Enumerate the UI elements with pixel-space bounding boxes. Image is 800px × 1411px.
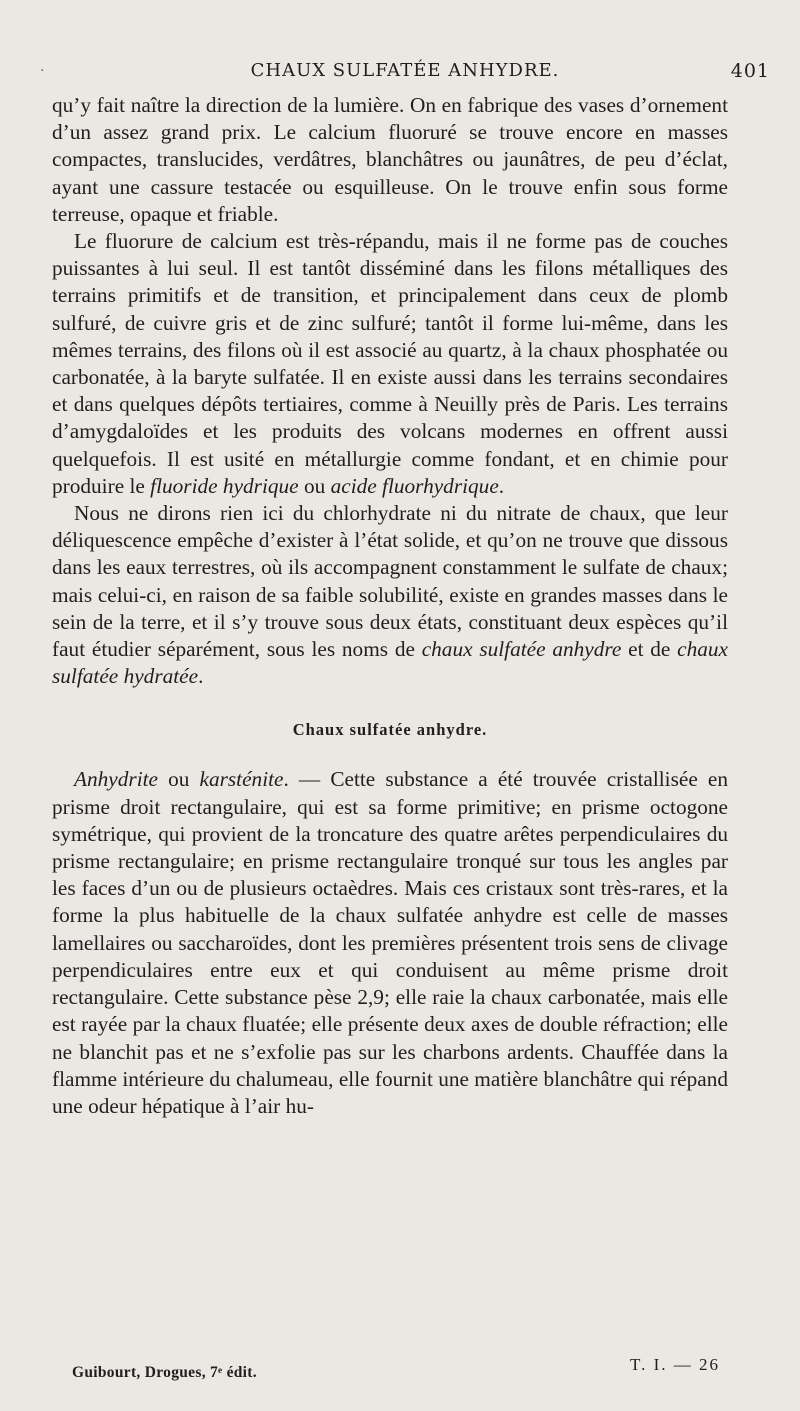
paragraph-2-text: Le fluorure de calcium est très-répandu, mais il ne forme pas de couches puissantes à lui seul. Il est tantôt disséminé dans les filons métalliques des terrains primitifs et de transition, et principalement dans ceux de plomb sulfuré, de cuivre gris et de zinc sulfuré; tantôt il forme lui-même, dans les mêmes terrains, des filons où il est associé au quartz, à la chaux phosphatée ou carbonatée, à la baryte sulfatée. Il en existe aussi dans les terrains secondaires et dans quelques dépôts tertiaires, comme à Neuilly près de Paris. Les terrains d’amygdaloïdes et les produits des volcans modernes en offrent aussi quelquefois. Il est usité en métallurgie comme fondant, et en chimie pour produire le: [52, 229, 728, 498]
paragraph-4-italic-1: Anhydrite: [74, 767, 158, 792]
paragraph-4-italic-2: karsténite: [199, 767, 284, 792]
paragraph-4-text-2: . — Cette substance a été trouvée cristallisée en prisme droit rectangulaire, qui est sa forme primitive; en prisme octogone symétrique, qui provient de la troncature des quatre arêtes perpendiculaires du prisme rectangulaire; en prisme rectangulaire tronqué sur tous les angles par les faces d’un ou de plusieurs octaèdres. Mais ces cristaux sont très-rares, et la forme la plus habituelle de la chaux sulfatée anhydre est celle de masses lamellaires ou saccharoïdes, dont les premières présentent trois sens de clivage perpendiculaires entre eux et qui conduisent au même prisme droit rectangulaire. Cette substance pèse 2,9; elle raie la chaux carbonatée, mais elle est rayée par la chaux fluatée; elle présente deux axes de double réfraction; elle ne blanchit pas et ne s’exfolie pas sur les charbons ardents. Chauffée dans la flamme intérieure du chalumeau, elle fournit une matière blanchâtre qui répand une odeur hépatique à l’air hu-: [52, 767, 728, 1118]
paragraph-4-text: ou: [157, 767, 200, 792]
running-title: CHAUX SULFATÉE ANHYDRE.: [250, 60, 560, 81]
paragraph-3-text-3: .: [198, 664, 204, 689]
header-mark: ·: [40, 63, 46, 79]
paragraph-3-text: Nous ne dirons rien ici du chlorhydrate ni du nitrate de chaux, que leur déliquescence empêche d’exister à l’état solide, et qu’on ne trouve que dissous dans les eaux terrestres, où ils accompagnent constamment le sulfate de chaux; mais celui-ci, en raison de sa faible solubilité, existe en grandes masses dans le sein de la terre, et il s’y trouve sous deux états, constituant deux espèces qu’il faut étudier séparément, sous les noms de: [52, 501, 728, 662]
paragraph-4: [52, 766, 728, 1120]
paragraph-3: [52, 500, 728, 690]
paragraph-3-text-2: et de: [621, 637, 678, 662]
footer-volume: T. I. — 26: [629, 1355, 720, 1374]
paragraph-2-italic-2: acide fluorhydrique: [330, 473, 499, 498]
page-number: 401: [730, 60, 770, 82]
section-heading: Chaux sulfatée anhydre.: [292, 720, 488, 740]
paragraph-2-italic-1: fluoride hydrique: [150, 473, 299, 498]
paragraph-1: qu’y fait naître la direction de la lumière. On en fabrique des vases d’ornement d’un assez grand prix. Le calcium fluoruré se trouve encore en masses compactes, translucides, verdâtres, blanchâtres ou jaunâtres, de peu d’éclat, ayant une cassure testacée ou esquilleuse. On le trouve enfin sous forme terreuse, opaque et friable.: [52, 93, 728, 226]
paragraph-2-text-3: .: [498, 473, 505, 498]
footer-signature: Guibourt, Drogues, 7ᵉ édit.: [72, 1364, 257, 1381]
paragraph-3-italic-1: chaux sulfatée anhydre: [421, 637, 622, 662]
paragraph-3-italic-2: chaux sulfatée hydratée: [52, 637, 728, 689]
body-text: [52, 92, 728, 1120]
running-header: [40, 60, 770, 86]
paragraph-2-text-2: ou: [298, 473, 331, 498]
paragraph-2: [52, 228, 728, 500]
